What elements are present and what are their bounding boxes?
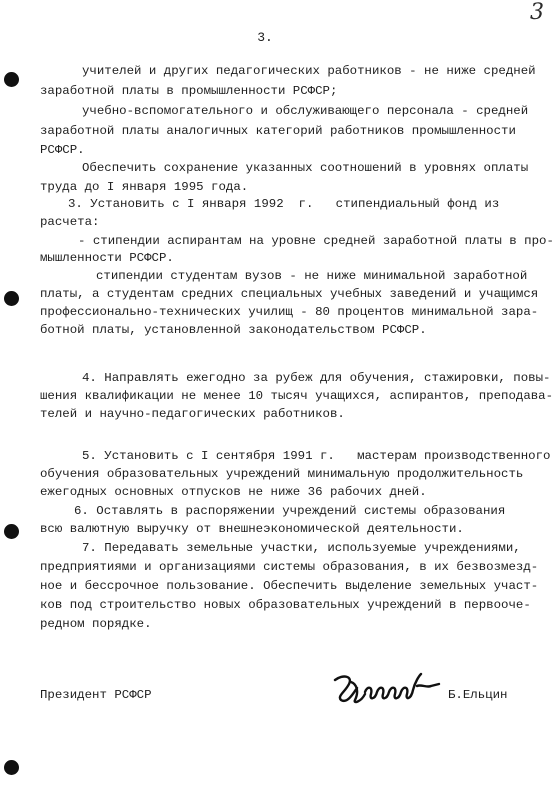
- text-line: расчета:: [40, 215, 100, 229]
- text-line: РСФСР.: [40, 143, 85, 157]
- text-line: - стипендии аспирантам на уровне средней заработной платы в про-: [78, 234, 554, 248]
- text-line: 7. Передавать земельные участки, используемые учреждениями,: [82, 541, 521, 555]
- handwritten-page-mark: 3: [530, 0, 544, 25]
- text-line: Обеспечить сохранение указанных соотношений в уровнях оплаты: [82, 161, 529, 175]
- text-line: 6. Оставлять в распоряжении учреждений системы образования: [74, 504, 506, 518]
- page-number: 3.: [257, 30, 273, 45]
- text-line: обучения образовательных учреждений минимальную продолжительность: [40, 467, 524, 481]
- text-line: профессионально-технических училищ - 80 процентов минимальной зара-: [40, 305, 539, 319]
- text-line: стипендии студентам вузов - не ниже минимальной заработной: [96, 269, 528, 283]
- signatory-name: Б.Ельцин: [448, 688, 508, 702]
- signatory-title: Президент РСФСР: [40, 688, 152, 702]
- handwritten-signature-icon: [331, 670, 443, 710]
- text-line: 4. Направлять ежегодно за рубеж для обучения, стажировки, повы-: [82, 371, 551, 385]
- text-line: редном порядке.: [40, 617, 152, 631]
- text-line: ботной платы, установленной законодательством РСФСР.: [40, 323, 427, 337]
- text-line: 5. Установить с I сентября 1991 г. мастерам производственного: [82, 449, 551, 463]
- text-line: ное и бессрочное пользование. Обеспечить выделение земельных участ-: [40, 579, 539, 593]
- text-line: предприятиями и организациями системы образования, в их безвозмезд-: [40, 560, 539, 574]
- text-line: шения квалификации не менее 10 тысяч учащихся, аспирантов, преподава-: [40, 389, 554, 403]
- text-line: учителей и других педагогических работников - не ниже средней: [82, 64, 536, 78]
- text-line: 3. Установить с I января 1992 г. стипендиальный фонд из: [68, 197, 500, 211]
- text-line: заработной платы в промышленности РСФСР;: [40, 84, 338, 98]
- text-line: труда до I января 1995 года.: [40, 180, 249, 194]
- text-line: телей и научно-педагогических работников.: [40, 407, 345, 421]
- text-line: учебно-вспомогательного и обслуживающего персонала - средней: [82, 104, 529, 118]
- text-line: мышленности РСФСР.: [40, 251, 174, 265]
- punch-hole-icon: [4, 72, 19, 87]
- punch-hole-icon: [4, 760, 19, 775]
- text-line: ков под строительство новых образовательных учреждений в первооче-: [40, 598, 531, 612]
- text-line: ежегодных основных отпусков не ниже 36 рабочих дней.: [40, 485, 427, 499]
- text-line: всю валютную выручку от внешнеэкономической деятельности.: [40, 522, 464, 536]
- punch-hole-icon: [4, 524, 19, 539]
- punch-hole-icon: [4, 291, 19, 306]
- text-line: платы, а студентам средних специальных учебных заведений и учащимся: [40, 287, 539, 301]
- text-line: заработной платы аналогичных категорий работников промышленности: [40, 124, 516, 138]
